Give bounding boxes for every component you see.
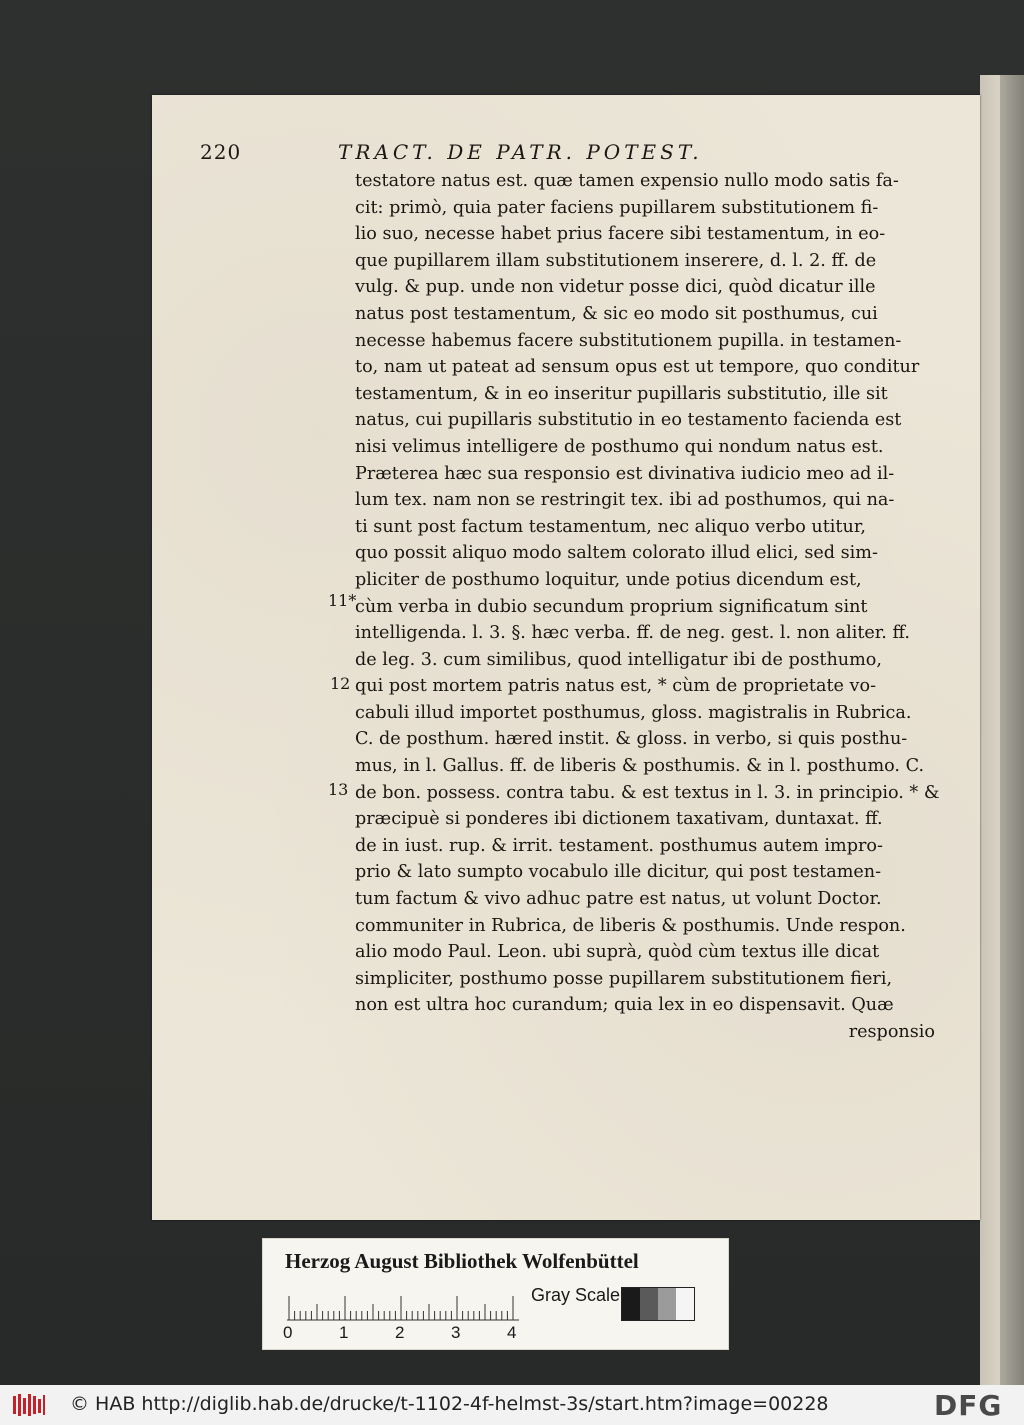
- ruler-tick-label: 4: [507, 1323, 517, 1342]
- text-line: quo possit aliquo modo saltem colorato illud elici, sed sim-: [355, 543, 878, 564]
- gray-swatch: [640, 1288, 658, 1320]
- text-line: vulg. & pup. unde non videtur posse dici, quòd dicatur ille: [355, 277, 876, 298]
- text-line: lum tex. nam non se restringit tex. ibi ad posthumos, qui na-: [355, 490, 895, 511]
- dfg-logo: DFG: [934, 1389, 1003, 1422]
- margin-note: 13: [328, 780, 349, 799]
- body-text: [355, 168, 965, 1046]
- text-line: simpliciter, posthumo posse pupillarem substitutionem fieri,: [355, 968, 893, 989]
- text-line: intelligenda. l. 3. §. hæc verba. ff. de neg. gest. l. non aliter. ff.: [355, 623, 910, 644]
- text-line: nisi velimus intelligere de posthumo qui nondum natus est.: [355, 436, 884, 457]
- text-line: communiter in Rubrica, de liberis & posthumis. Unde respon.: [355, 915, 906, 936]
- margin-note: 11*: [328, 591, 357, 610]
- ruler-tick-label: 1: [339, 1323, 349, 1342]
- ruler-scale: [287, 1287, 519, 1321]
- ruler-tick-label: 0: [283, 1323, 293, 1342]
- text-line: de in iust. rup. & irrit. testament. posthumus autem impro-: [355, 835, 883, 856]
- gray-swatch: [658, 1288, 676, 1320]
- page-header: [200, 140, 900, 168]
- text-line: prio & lato sumpto vocabulo ille dicitur, qui post testamen-: [355, 862, 882, 883]
- text-line: qui post mortem patris natus est, * cùm de proprietate vo-: [355, 676, 877, 697]
- text-line: mus, in l. Gallus. ff. de liberis & posthumis. & in l. posthumo. C.: [355, 756, 925, 777]
- source-url[interactable]: © HAB http://diglib.hab.de/drucke/t-1102-4f-helmst-3s/start.htm?image=00228: [70, 1393, 829, 1415]
- footer-bar: [0, 1385, 1024, 1425]
- library-name: Herzog August Bibliothek Wolfenbüttel: [285, 1249, 639, 1273]
- page-number: 220: [200, 140, 242, 164]
- text-line: C. de posthum. hæred instit. & gloss. in verbo, si quis posthu-: [355, 729, 908, 750]
- text-line: cit: primò, quia pater faciens pupillarem substitutionem fi-: [355, 197, 879, 218]
- running-title: TRACT. DE PATR. POTEST.: [338, 140, 703, 164]
- text-line: testamentum, & in eo inseritur pupillaris substitutio, ille sit: [355, 383, 888, 404]
- text-line: pliciter de posthumo loquitur, unde potius dicendum est,: [355, 569, 862, 590]
- catchword: responsio: [848, 1022, 935, 1042]
- text-line: to, nam ut pateat ad sensum opus est ut tempore, quo conditur: [355, 357, 920, 378]
- gray-scale-label: Gray Scale: [531, 1285, 621, 1305]
- gray-swatch: [622, 1288, 640, 1320]
- text-line: natus post testamentum, & sic eo modo sit posthumus, cui: [355, 303, 878, 324]
- hab-logo-icon: [12, 1393, 46, 1417]
- text-line: que pupillarem illam substitutionem inserere, d. l. 2. ff. de: [355, 250, 877, 271]
- text-line: necesse habemus facere substitutionem pupilla. in testamen-: [355, 330, 902, 351]
- margin-note: 12: [330, 674, 351, 693]
- text-line: præcipuè si ponderes ibi dictionem taxativam, duntaxat. ff.: [355, 809, 883, 830]
- text-line: tum factum & vivo adhuc patre est natus, ut volunt Doctor.: [355, 889, 882, 910]
- text-line: de bon. possess. contra tabu. & est textus in l. 3. in principio. * &: [355, 782, 940, 803]
- library-label-card: [262, 1238, 729, 1350]
- gray-swatch: [676, 1288, 694, 1320]
- text-line: natus, cui pupillaris substitutio in eo testamento facienda est: [355, 410, 902, 431]
- text-line: alio modo Paul. Leon. ubi suprà, quòd cùm textus ille dicat: [355, 942, 880, 963]
- text-line: lio suo, necesse habet prius facere sibi testamentum, in eo-: [355, 224, 886, 245]
- text-line: Præterea hæc sua responsio est divinativa iudicio meo ad il-: [355, 463, 895, 484]
- text-line: non est ultra hoc curandum; quia lex in eo dispensavit. Quæ: [355, 995, 894, 1016]
- text-line: ti sunt post factum testamentum, nec aliquo verbo utitur,: [355, 516, 866, 537]
- text-line: testatore natus est. quæ tamen expensio nullo modo satis fa-: [355, 171, 899, 191]
- binding-shadow: [1000, 75, 1024, 1385]
- text-line: cabuli illud importet posthumus, gloss. magistralis in Rubrica.: [355, 702, 912, 723]
- gray-scale-swatches: [621, 1287, 695, 1321]
- ruler-tick-label: 2: [395, 1323, 405, 1342]
- text-line: cùm verba in dubio secundum proprium significatum sint: [355, 596, 868, 617]
- text-line: de leg. 3. cum similibus, quod intelligatur ibi de posthumo,: [355, 649, 882, 670]
- ruler-tick-label: 3: [451, 1323, 461, 1342]
